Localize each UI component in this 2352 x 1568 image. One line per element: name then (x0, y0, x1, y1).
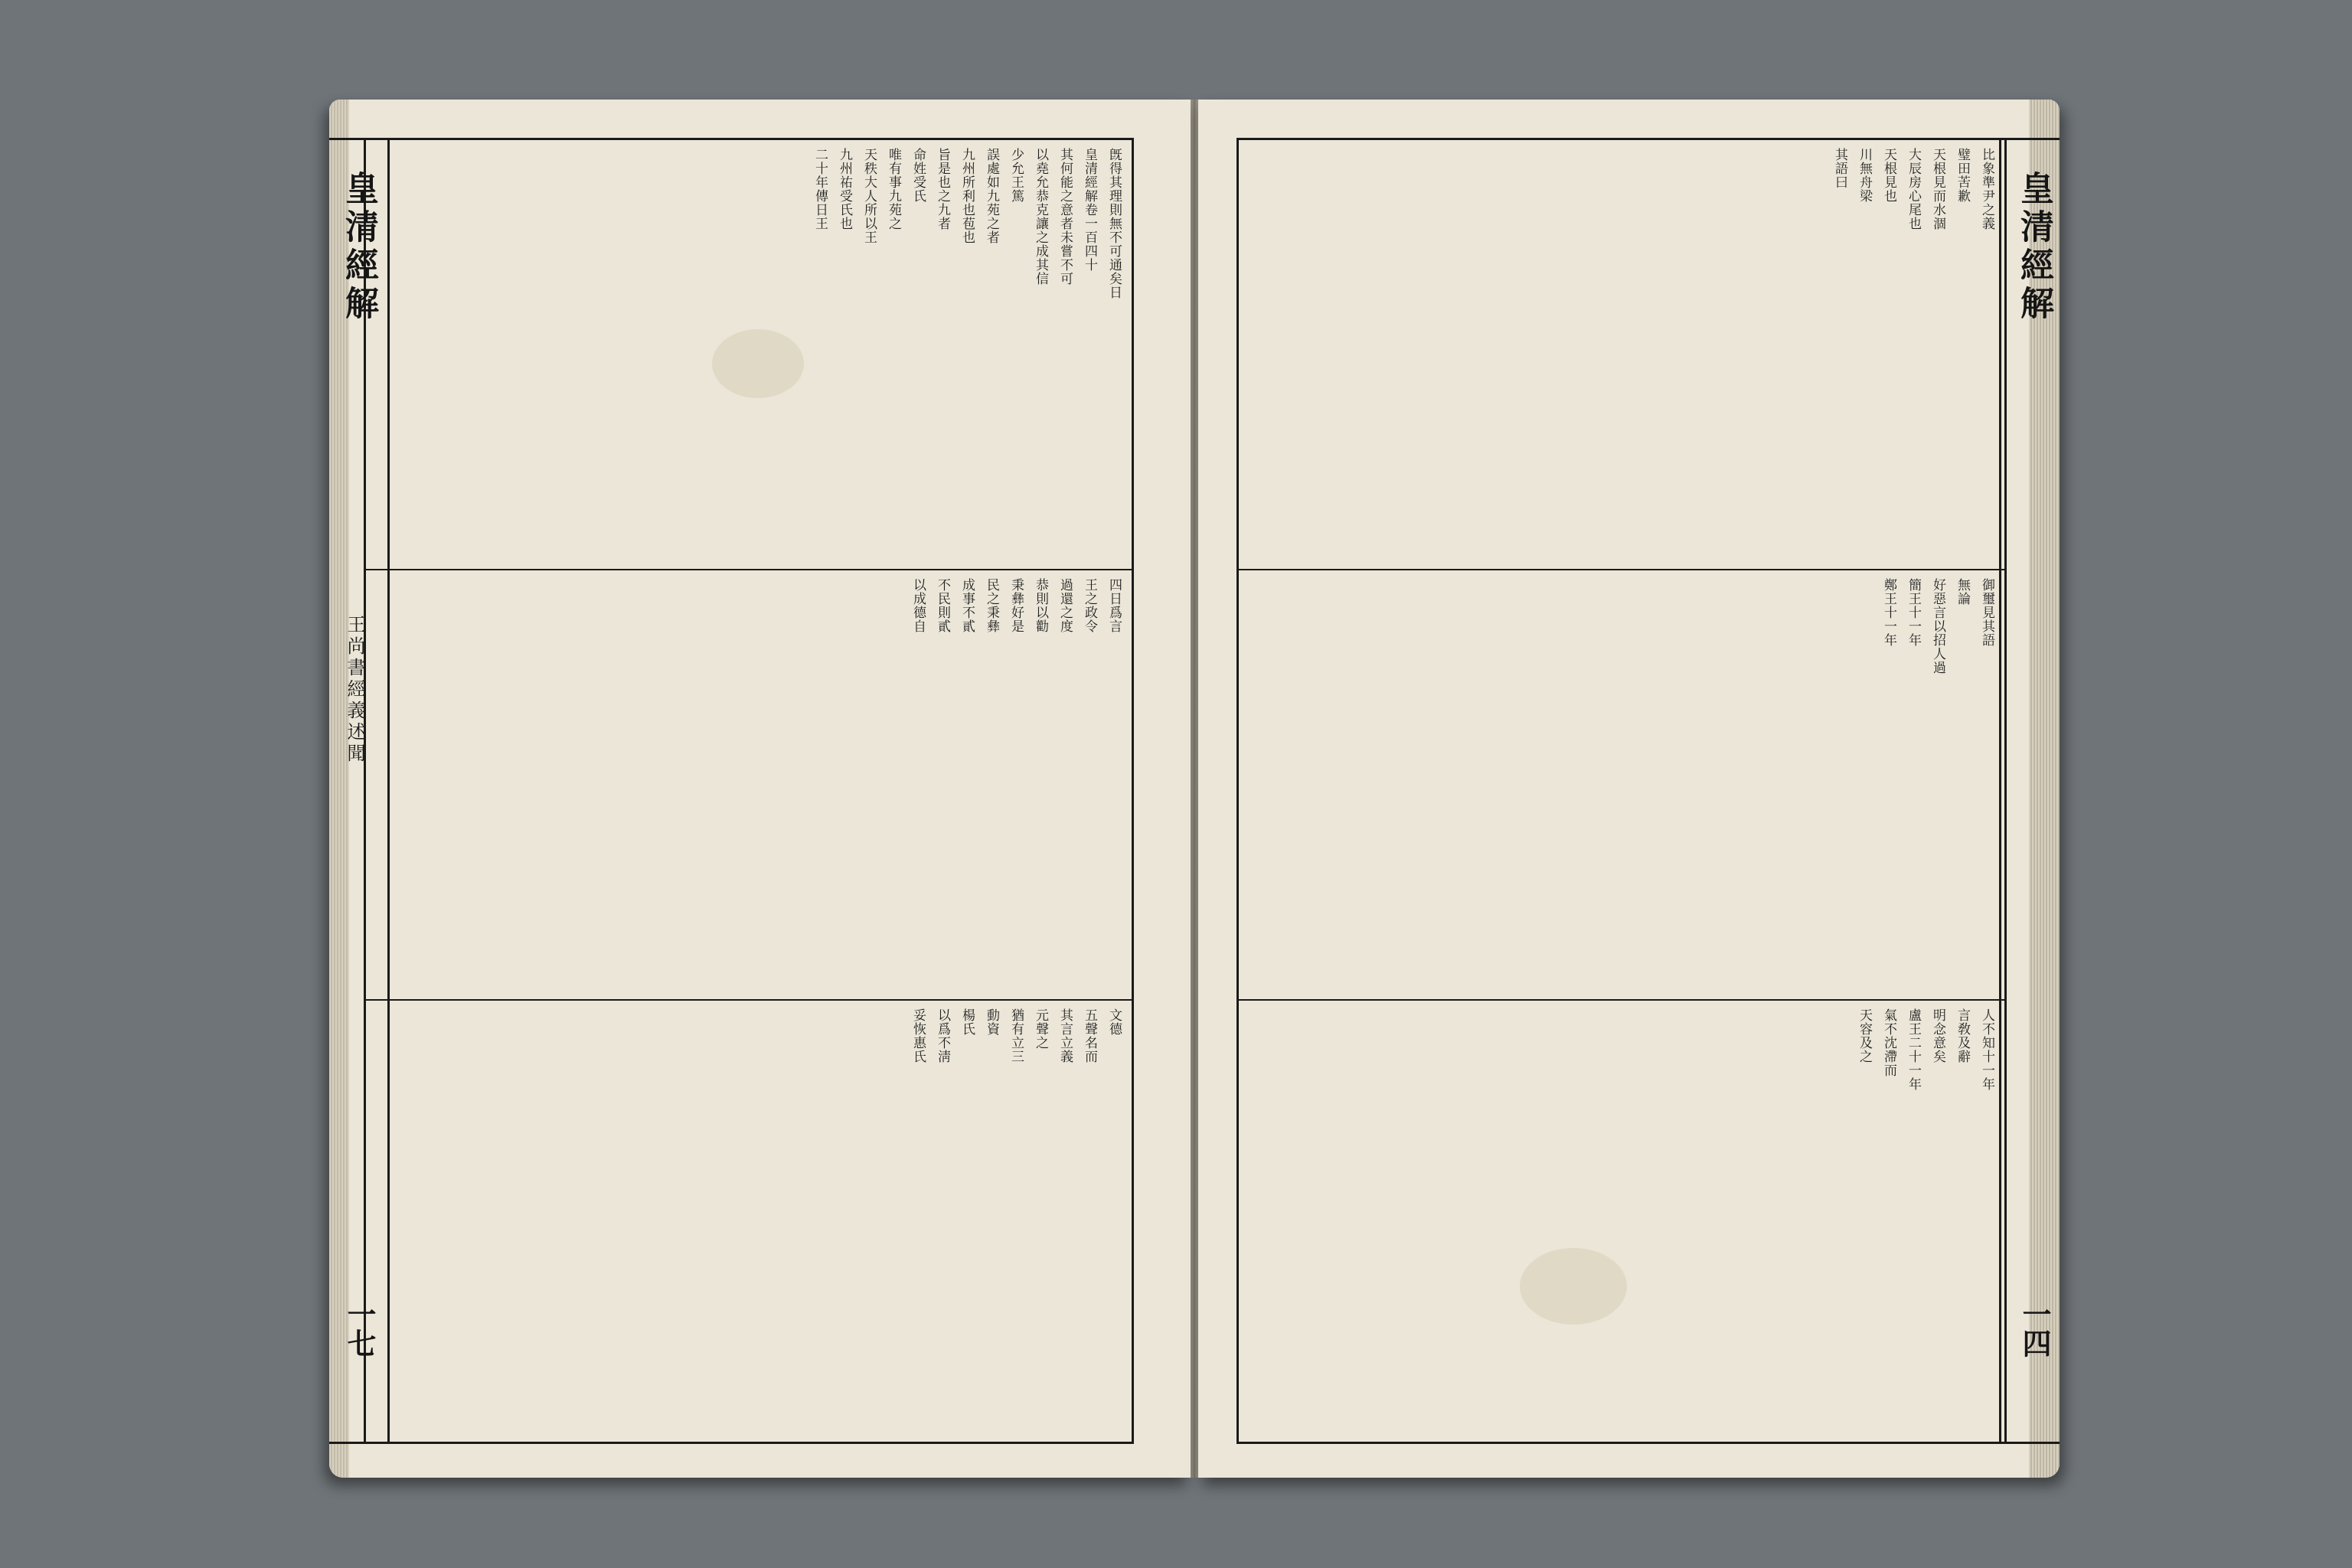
right-series-title: 皇清經解 (2014, 171, 2053, 324)
text-column: 鄭王十一年 (1881, 578, 1896, 647)
text-column: 唯有事九苑之 (886, 148, 901, 230)
text-column: 盧王二十一年 (1906, 1008, 1921, 1091)
text-column: 不民則貳 (935, 578, 950, 633)
text-column: 過還之度 (1057, 578, 1073, 633)
right-band-top (1239, 140, 2004, 570)
text-column: 旨是也之九者 (935, 148, 950, 230)
text-column: 天根見而水涸 (1930, 148, 1945, 230)
text-column: 秉彝好是 (1008, 578, 1024, 633)
right-page (1198, 100, 2060, 1478)
left-text-frame (364, 138, 1134, 1444)
text-column: 明念意矣 (1930, 1008, 1945, 1063)
text-column: 以爲不淸 (935, 1008, 950, 1063)
text-column: 五聲名而 (1082, 1008, 1097, 1063)
right-band-top-columns (1246, 148, 1997, 561)
text-column: 旣得其理則無不可通矣日 (1106, 148, 1122, 299)
text-column: 成事不貳 (959, 578, 975, 633)
right-band-middle (1239, 570, 2004, 1001)
text-column: 恭則以勸 (1033, 578, 1048, 633)
left-running-head: 王尚書經義述聞 (344, 615, 365, 765)
left-page-margin (329, 138, 390, 1444)
text-column: 言敎及辭 (1955, 1008, 1970, 1063)
text-column: 九州祐受氏也 (837, 148, 852, 230)
left-band-bottom (366, 1001, 1132, 1442)
text-column: 御璽見其語 (1979, 578, 1994, 647)
left-band-middle (366, 570, 1132, 1001)
text-column: 動資 (984, 1008, 999, 1036)
left-band-bottom-columns (374, 1008, 1124, 1434)
text-column: 民之秉彝 (984, 578, 999, 633)
text-column: 好惡言以招人過 (1930, 578, 1945, 675)
open-book (329, 100, 2060, 1478)
text-column: 以成德自 (910, 578, 926, 633)
left-band-top-columns (374, 148, 1124, 561)
left-band-top (366, 140, 1132, 570)
text-column: 簡王十一年 (1906, 578, 1921, 647)
text-column: 天容及之 (1857, 1008, 1872, 1063)
right-band-bottom (1239, 1001, 2004, 1442)
text-column: 比象準尹之義 (1979, 148, 1994, 230)
text-column: 其語曰 (1832, 148, 1847, 189)
right-band-bottom-columns (1246, 1008, 1997, 1434)
text-column: 二十年傳日王 (812, 148, 828, 230)
text-column: 氣不沈滯而 (1881, 1008, 1896, 1077)
text-column: 其言立義 (1057, 1008, 1073, 1063)
text-column: 少允王篤 (1008, 148, 1024, 203)
right-page-margin (1999, 138, 2060, 1444)
text-column: 無論 (1955, 578, 1970, 606)
text-column: 楊氏 (959, 1008, 975, 1036)
text-column: 大辰房心尾也 (1906, 148, 1921, 230)
text-column: 以堯允恭克讓之成其信 (1033, 148, 1048, 286)
text-column: 人不知十一年 (1979, 1008, 1994, 1091)
text-column: 猶有立三 (1008, 1008, 1024, 1063)
left-series-title: 皇清經解 (339, 171, 378, 324)
text-column: 皇清經解卷一百四十 (1082, 148, 1097, 272)
text-column: 天秩大人所以王 (861, 148, 877, 244)
left-folio: 一七 (342, 1299, 377, 1357)
left-band-middle-columns (374, 578, 1124, 991)
text-column: 妥恢惠氏 (910, 1008, 926, 1063)
text-column: 璧田苦歉 (1955, 148, 1970, 203)
text-column: 命姓受氏 (910, 148, 926, 203)
text-column: 文德 (1106, 1008, 1122, 1036)
text-column: 誤處如九苑之者 (984, 148, 999, 244)
right-text-frame (1236, 138, 2007, 1444)
text-column: 四日爲言 (1106, 578, 1122, 633)
text-column: 九州所利也苞也 (959, 148, 975, 244)
text-column: 元聲之 (1033, 1008, 1048, 1050)
right-folio: 一四 (2017, 1299, 2052, 1357)
text-column: 川無舟梁 (1857, 148, 1872, 203)
right-band-middle-columns (1246, 578, 1997, 991)
left-page (329, 100, 1191, 1478)
text-column: 天根見也 (1881, 148, 1896, 203)
text-column: 其何能之意者未嘗不可 (1057, 148, 1073, 286)
text-column: 王之政令 (1082, 578, 1097, 633)
